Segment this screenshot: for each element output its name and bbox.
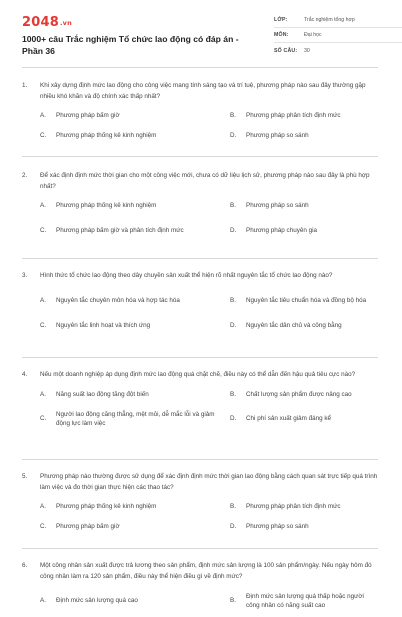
option-text: Định mức sản lượng quá cao [56,597,138,605]
option-text: Chi phí sản xuất giảm đáng kể [246,415,332,423]
answer-option[interactable] [230,409,378,429]
logo-suffix: .vn [59,19,72,27]
question-text: Để xác định định mức thời gian cho một công việc mới, chưa có dữ liệu lịch sử, phương pháp nào sau đây là phù hợp nhất? [40,172,370,190]
answer-option[interactable] [230,291,378,311]
option-letter: B. [230,202,236,209]
answer-option[interactable] [230,321,378,331]
answer-options [22,502,378,531]
answer-option[interactable] [230,390,378,400]
option-letter: A. [40,202,46,209]
option-text: Phương pháp thống kê kinh nghiệm [56,131,157,139]
meta-value: Đại học [304,32,322,38]
option-text: Phương pháp bấm giờ [56,522,120,530]
option-text: Phương pháp phân tích định mức [246,503,341,510]
option-letter: C. [40,131,47,139]
option-text: Nguyên tắc tiêu chuẩn hóa và đồng bộ hóa [246,296,367,304]
document-title: 1000+ câu Trắc nghiệm Tổ chức lao động có đáp án - Phần 36 [22,34,239,56]
option-text: Năng suất lao động tăng đột biến [56,390,149,398]
option-text: Chất lượng sản phẩm được nâng cao [246,390,352,398]
answer-option[interactable] [40,111,230,121]
answer-options [22,291,378,331]
question-item [22,472,378,549]
answer-option[interactable] [230,522,378,532]
question-text: Nếu một doanh nghiệp áp dụng định mức lao động quá chặt chẽ, điều này có thể dẫn đến hậu quả tiêu cực nào? [40,371,356,378]
option-text: Phương pháp so sánh [246,522,309,530]
meta-key: LỚP: [274,17,288,23]
answer-option[interactable] [40,291,230,311]
option-letter: B. [230,390,236,398]
question-number: 3. [22,272,28,279]
option-text: Phương pháp bấm giờ và phân tích định mức [56,226,184,234]
answer-option[interactable] [230,591,378,611]
option-text: Phương pháp thống kê kinh nghiệm [56,202,157,209]
option-letter: C. [40,415,47,423]
answer-options [22,111,378,140]
answer-option[interactable] [230,201,378,211]
answer-options [22,591,378,611]
option-letter: B. [230,597,236,605]
meta-row-subject [274,28,402,43]
question-list [22,68,378,617]
option-letter: C. [40,522,47,530]
question-number: 5. [22,473,28,480]
question-number: 6. [22,562,28,569]
option-text: Nguyên tắc linh hoạt và thích ứng [56,321,151,329]
answer-options [22,201,378,241]
document-meta-table [274,13,402,58]
option-letter: A. [40,390,46,398]
option-letter: C. [40,226,47,234]
document-header [22,0,378,68]
option-letter: A. [40,112,46,119]
answer-option[interactable] [40,591,230,611]
option-text: Phương pháp chuyên gia [246,226,318,234]
option-letter: D. [230,131,237,139]
answer-option[interactable] [40,201,230,211]
answer-option[interactable] [230,221,378,241]
option-text: Phương pháp so sánh [246,131,309,139]
option-letter: B. [230,503,236,510]
question-text: Phương pháp nào thường được sử dụng để xác định định mức thời gian lao động bằng cách quan sát trực tiếp quá trình làm việc và đo thời gian thực hiện các thao tác? [40,473,378,491]
option-letter: A. [40,503,46,510]
option-text: Phương pháp so sánh [246,202,309,209]
answer-option[interactable] [230,111,378,121]
answer-option[interactable] [230,502,378,512]
question-text: Một công nhân sản xuất được trả lương theo sản phẩm, định mức sản lượng là 100 sản phẩm/ngày. Nếu ngày hôm đó công nhân làm ra 120 sản phẩm, điều này thể hiện điều gì về định mức? [40,562,372,580]
answer-option[interactable] [40,502,230,512]
answer-option[interactable] [40,321,230,331]
answer-option[interactable] [40,131,230,141]
option-letter: B. [230,112,236,119]
answer-option[interactable] [40,409,230,429]
meta-key: SỐ CÂU: [274,47,298,54]
question-item [22,561,378,617]
question-text: Hình thức tổ chức lao động theo dây chuyền sản xuất thể hiện rõ nhất nguyên tắc tổ chức lao động nào? [40,272,333,279]
meta-row-question-count [274,43,402,58]
option-text: Phương pháp bấm giờ [56,112,120,119]
answer-options [22,390,378,430]
question-item [22,370,378,460]
option-letter: D. [230,415,237,423]
answer-option[interactable] [40,522,230,532]
answer-option[interactable] [40,390,230,400]
answer-option[interactable] [40,221,230,241]
option-letter: D. [230,522,237,530]
question-number: 1. [22,82,28,89]
question-number: 2. [22,172,28,179]
option-letter: A. [40,597,46,605]
option-text: Nguyên tắc dân chủ và công bằng [246,321,342,329]
question-item [22,81,378,157]
option-text: Người lao động căng thẳng, mệt mỏi, dễ mắc lỗi và giảm động lực làm việc [56,410,215,427]
option-text: Nguyên tắc chuyên môn hóa và hợp tác hóa [56,296,180,304]
question-text: Khi xây dựng định mức lao động cho công việc mang tính sáng tạo và trí tuệ, phương pháp nào sau đây thường gặp nhiều khó khăn và độ chính xác thấp nhất? [40,82,366,100]
option-text: Định mức sản lượng quá thấp hoặc người công nhân có năng suất cao [246,592,364,609]
meta-value: 30 [304,47,310,54]
option-letter: B. [230,296,236,304]
option-text: Phương pháp thống kê kinh nghiệm [56,503,157,510]
meta-value: Trắc nghiệm tổng hợp [304,17,355,23]
option-letter: A. [40,296,46,304]
answer-option[interactable] [230,131,378,141]
meta-row-class [274,13,402,28]
option-letter: D. [230,321,237,329]
option-letter: D. [230,226,237,234]
site-logo[interactable] [22,15,72,30]
option-letter: C. [40,321,47,329]
question-item [22,171,378,259]
question-number: 4. [22,371,28,378]
meta-key: MÔN: [274,32,289,38]
logo-main: 2048 [22,15,59,30]
question-item [22,271,378,358]
option-text: Phương pháp phân tích định mức [246,112,341,119]
